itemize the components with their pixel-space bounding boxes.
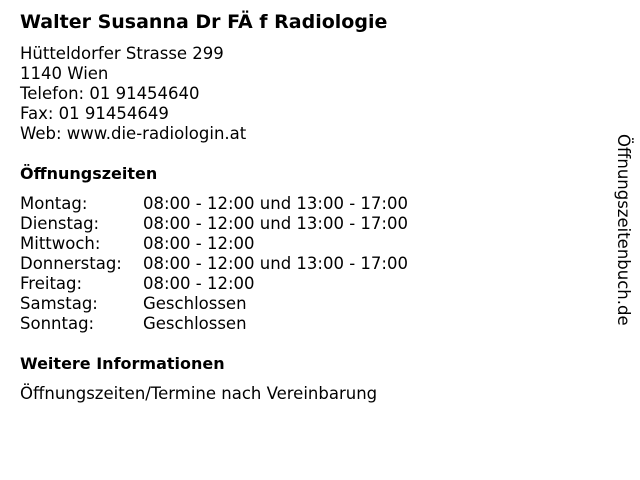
street-address: Hütteldorfer Strasse 299 <box>20 44 224 63</box>
day-label: Samstag: <box>20 294 98 313</box>
day-label: Sonntag: <box>20 314 95 333</box>
day-label: Donnerstag: <box>20 254 122 273</box>
time-value: 08:00 - 12:00 <box>143 274 255 293</box>
city-postcode: 1140 Wien <box>20 64 109 83</box>
fax-number: Fax: 01 91454649 <box>20 104 169 123</box>
time-value: 08:00 - 12:00 und 13:00 - 17:00 <box>143 194 408 213</box>
day-label: Montag: <box>20 194 88 213</box>
further-info-text: Öffnungszeiten/Termine nach Vereinbarung <box>20 384 378 403</box>
website: Web: www.die-radiologin.at <box>20 124 247 143</box>
business-name: Walter Susanna Dr FÄ f Radiologie <box>20 11 388 33</box>
further-info-heading: Weitere Informationen <box>20 354 225 373</box>
time-value: Geschlossen <box>143 294 247 313</box>
phone-number: Telefon: 01 91454640 <box>20 84 200 103</box>
source-watermark: Öffnungszeitenbuch.de <box>614 134 633 326</box>
opening-hours-heading: Öffnungszeiten <box>20 164 158 183</box>
time-value: Geschlossen <box>143 314 247 333</box>
time-value: 08:00 - 12:00 <box>143 234 255 253</box>
day-label: Dienstag: <box>20 214 100 233</box>
day-label: Freitag: <box>20 274 83 293</box>
time-value: 08:00 - 12:00 und 13:00 - 17:00 <box>143 214 408 233</box>
day-label: Mittwoch: <box>20 234 101 253</box>
time-value: 08:00 - 12:00 und 13:00 - 17:00 <box>143 254 408 273</box>
contact-block <box>20 44 246 144</box>
